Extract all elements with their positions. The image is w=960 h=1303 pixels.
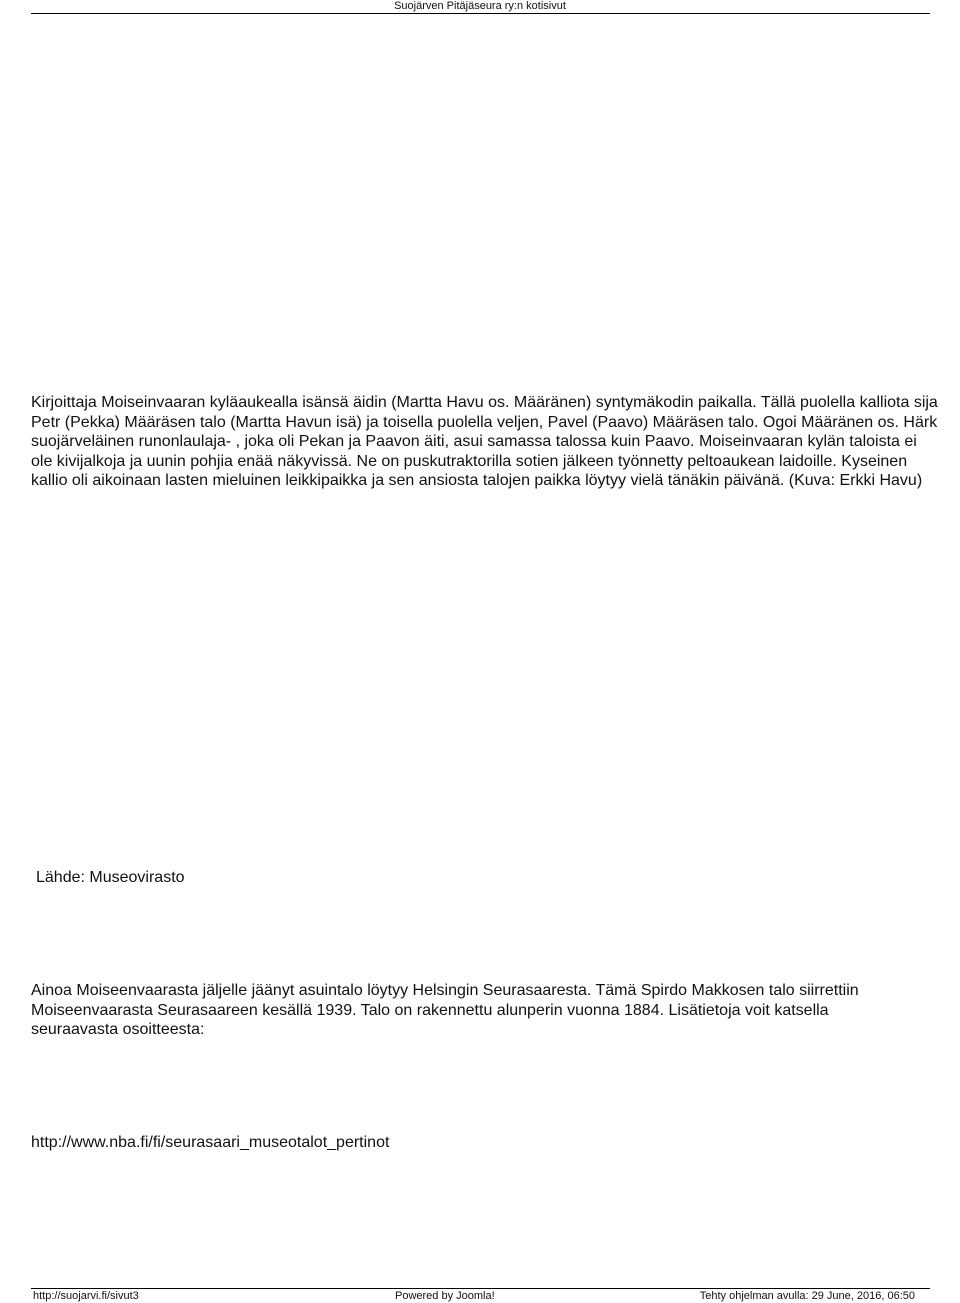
- museum-paragraph: [31, 981, 931, 1040]
- source-credit: Lähde: Museovirasto: [36, 869, 185, 886]
- museum-line: Ainoa Moiseenvaarasta jäljelle jäänyt asuintalo löytyy Helsingin Seurasaaresta. Tämä Spirdo Makkosen talo siirrettiin: [31, 982, 859, 999]
- caption-line: Petr (Pekka) Määräsen talo (Martta Havun isä) ja toisella puolella veljen, Pavel (Paavo) Määräsen talo. Ogoi Määränen os. Härk: [31, 413, 938, 431]
- caption-line: kallio oli aikoinaan lasten mieluinen leikkipaikka ja sen ansiosta talojen paikka löytyy vielä tänäkin päivänä. (Kuva: Erkki Havu): [31, 472, 923, 489]
- caption-line: suojärveläinen runonlaulaja- , joka oli Pekan ja Paavon äiti, asui samassa talossa kuin Paavo. Moiseinvaaran kylän taloista ei: [31, 433, 917, 450]
- caption-line: ole kivijalkoja ja uunin pohjia enää näkyvissä. Ne on puskutraktorilla sotien jälkeen työnnetty peltoaukean laidoille. Kyseinen: [31, 452, 908, 470]
- footer-divider: [31, 1288, 930, 1289]
- museum-line: Moiseenvaarasta Seurasaareen kesällä 1939. Talo on rakennettu alunperin vuonna 1884. Lisätietoja voit katsella: [31, 1001, 829, 1019]
- footer-powered-by: Powered by Joomla!: [395, 1290, 495, 1302]
- header-divider: [31, 13, 930, 14]
- museum-link[interactable]: http://www.nba.fi/fi/seurasaari_museotalot_pertinot: [31, 1134, 390, 1151]
- footer-url: http://suojarvi.fi/sivut3: [33, 1290, 139, 1302]
- caption-line: Kirjoittaja Moiseinvaaran kyläaukealla isänsä äidin (Martta Havu os. Määränen) syntymäkodin paikalla. Tällä puolella kalliota sija: [31, 394, 938, 411]
- photo-caption: [31, 393, 960, 491]
- page-header-title: Suojärven Pitäjäseura ry:n kotisivut: [394, 0, 566, 12]
- museum-line: seuraavasta osoitteesta:: [31, 1021, 205, 1038]
- footer-generated-date: Tehty ohjelman avulla: 29 June, 2016, 06:50: [699, 1290, 915, 1302]
